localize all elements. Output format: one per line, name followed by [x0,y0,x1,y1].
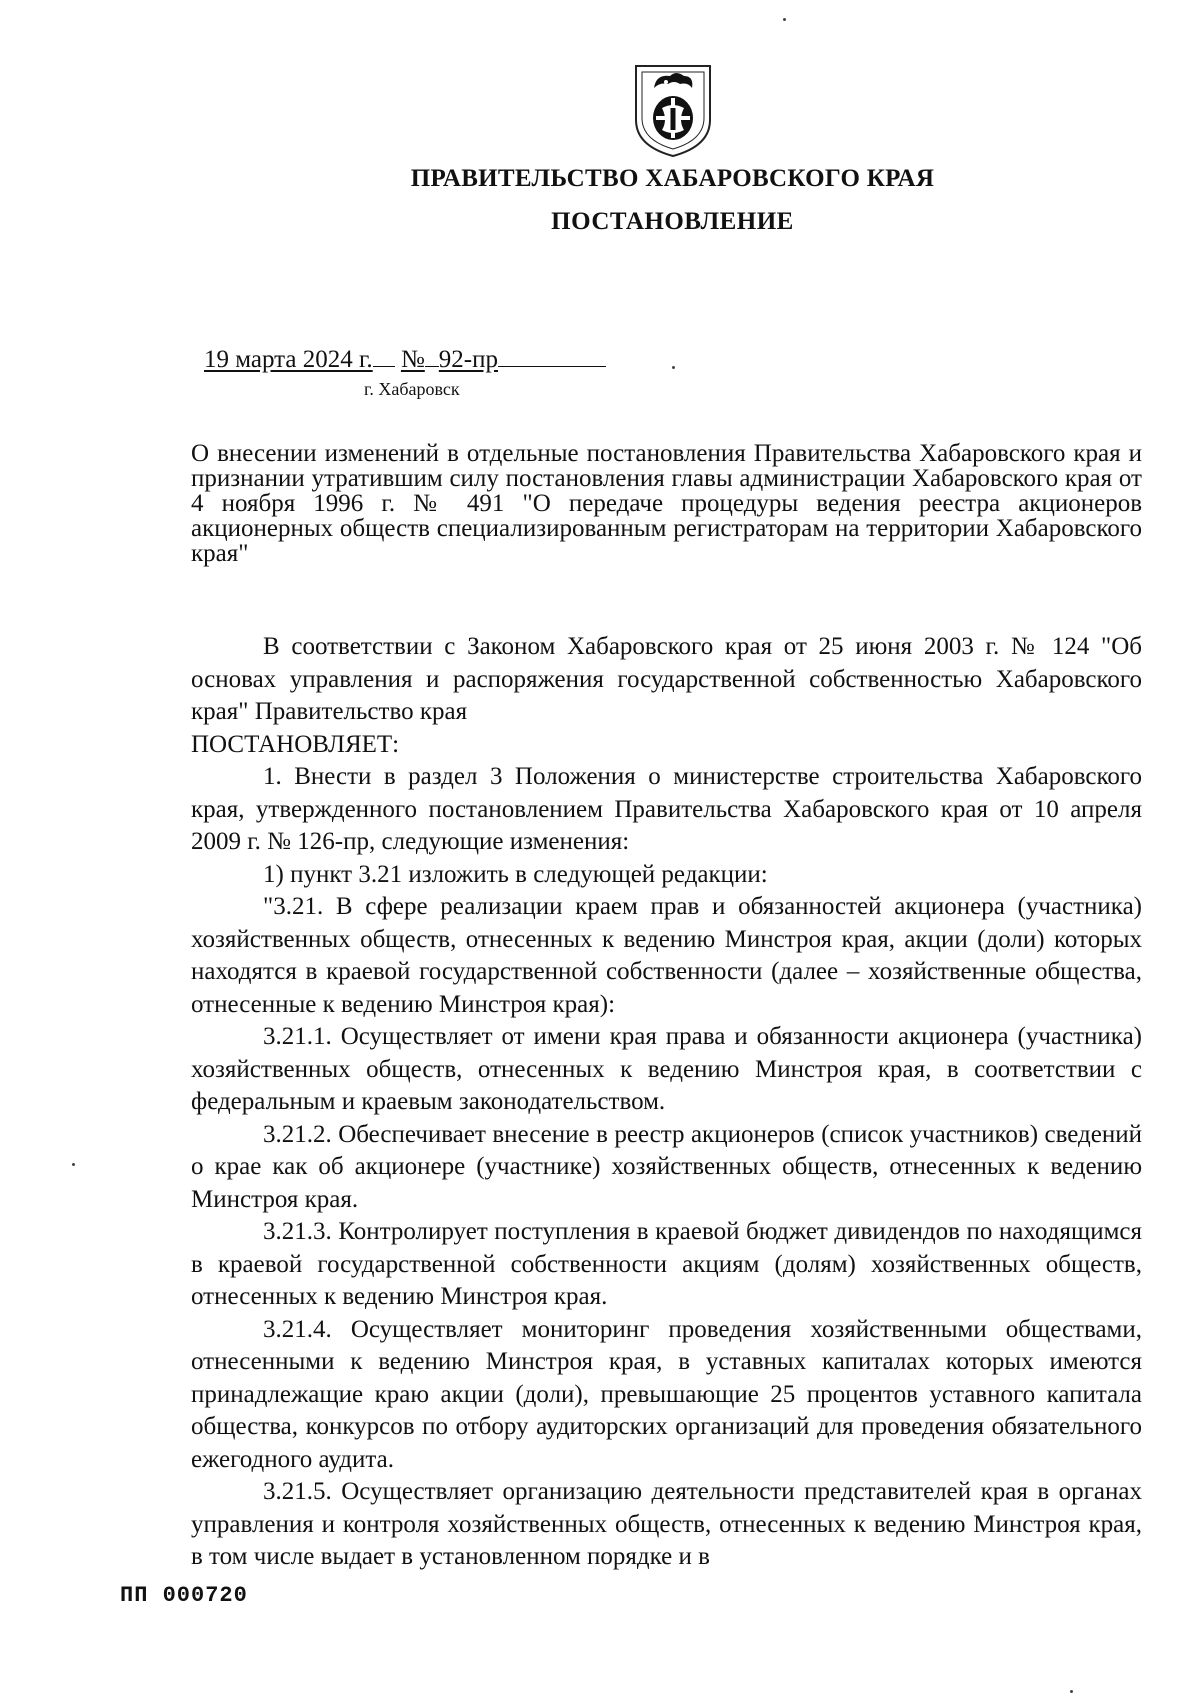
clause-3-21-4: 3.21.4. Осуществляет мониторинг проведения хозяйственными обществами, отнесенными к ведению Минстроя края, в уставных капиталах которых имеются принадлежащие краю акции (доли), превышающие 25 процентов уставного капитала общества, конкурсов по отбору аудиторских организаций для проведения обязательного ежегодного аудита. [191,1315,1142,1473]
government-title: ПРАВИТЕЛЬСТВО ХАБАРОВСКОГО КРАЯ [410,165,935,192]
item-1-paragraph: 1. Внести в раздел 3 Положения о министерстве строительства Хабаровского края, утвержденного постановлением Правительства Хабаровского края от 10 апреля 2009 г. № 126-пр, следующие изменения: [191,763,1142,855]
document-body [191,631,1142,1574]
clause-3-21-3: 3.21.3. Контролирует поступления в краевой бюджет дивидендов по находящимся в краевой государственной собственности акциям (долям) хозяйственных обществ, отнесенных к ведению Минстроя края. [191,1218,1142,1310]
registration-line [204,346,606,374]
scan-speck [1070,1690,1073,1693]
scan-speck [672,366,675,369]
clause-3-21-2: 3.21.2. Обеспечивает внесение в реестр акционеров (список участников) сведений о крае как об акционере (участнике) хозяйственных обществ, отнесенных к ведению Минстроя края. [191,1120,1142,1213]
scan-speck [783,18,786,21]
subitem-1-paragraph: 1) пункт 3.21 изложить в следующей редакции: [263,860,768,888]
clause-3-21-1: 3.21.1. Осуществляет от имени края права и обязанности акционера (участника) хозяйственных обществ, отнесенных к ведению Минстроя края, в соответствии с федеральным и краевым законодательством. [191,1023,1142,1115]
clause-3-21: "3.21. В сфере реализации краем прав и обязанностей акционера (участника) хозяйственных обществ, отнесенных к ведению Минстроя края, акции (доли) которых находятся в краевой государственной собственности (далее – хозяйственные общества, отнесенные к ведению Минстроя края): [191,893,1142,1018]
form-code: ПП 000720 [120,1583,248,1608]
issue-city: г. Хабаровск [364,379,460,399]
coat-of-arms-icon [632,60,714,160]
clause-3-21-5: 3.21.5. Осуществляет организацию деятельности представителей края в органах управления и контроля хозяйственных обществ, отнесенных к ведению Минстроя края, в том числе выдает в установленном порядке и в [191,1478,1142,1570]
preamble-paragraph: В соответствии с Законом Хабаровского края от 25 июня 2003 г. № 124 "Об основах управления и распоряжения государственной собственностью Хабаровского края" Правительство края [191,633,1142,725]
document-type-title: ПОСТАНОВЛЕНИЕ [551,208,794,235]
decree-word: ПОСТАНОВЛЯЕТ: [191,730,400,758]
number-sign: № [400,346,425,373]
scan-speck [72,1163,75,1166]
document-number: 92-пр [438,346,499,373]
document-date: 19 марта 2024 г. [204,346,373,373]
document-subject: О внесении изменений в отдельные постановления Правительства Хабаровского края и признании утратившим силу постановления главы администрации Хабаровского края от 4 ноября 1996 г. № 491 "О передаче процедуры ведения реестра акционеров акционерных обществ специализированным регистраторам на территории Хабаровского края" [191,440,1142,567]
